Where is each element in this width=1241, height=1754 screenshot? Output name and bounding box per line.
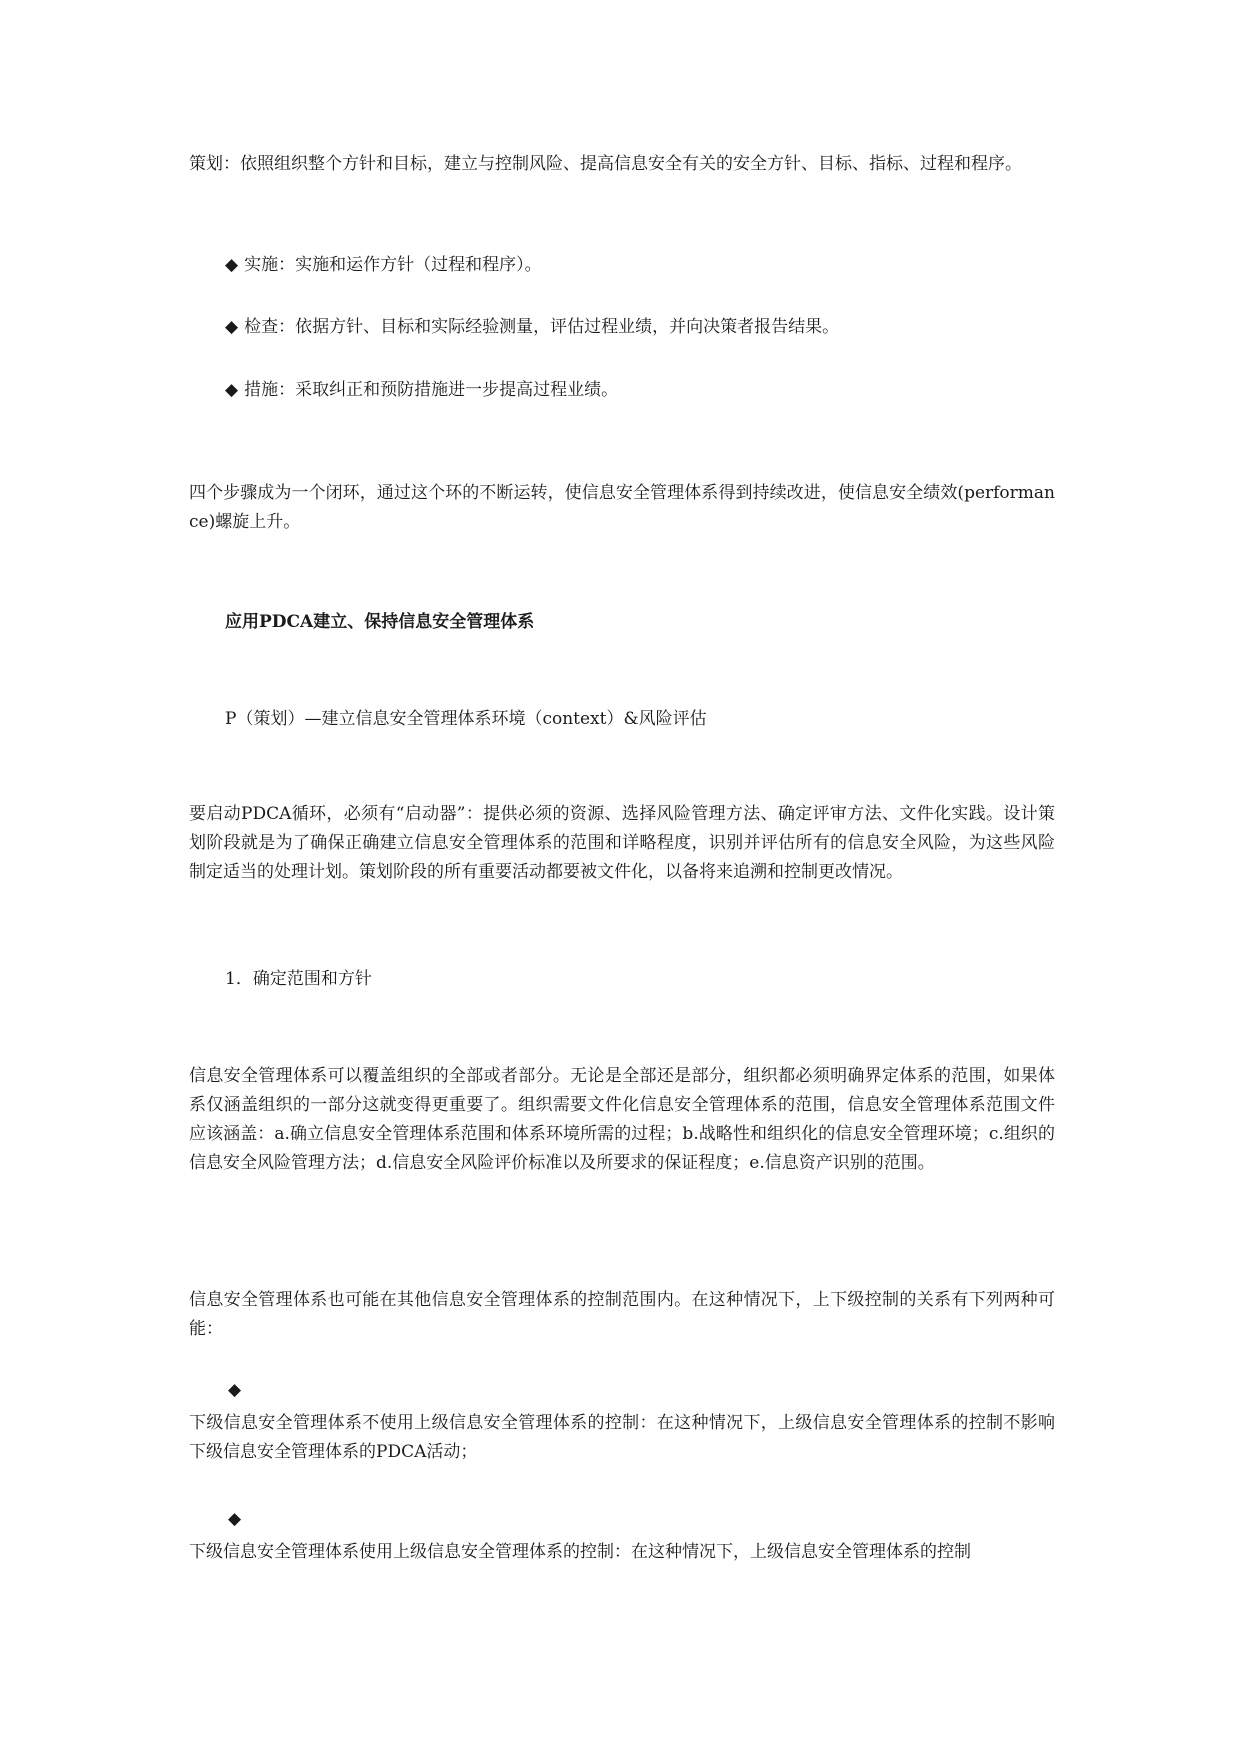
diamond-bullet-icon: ◆ [228, 1380, 242, 1400]
bullet-item-do [225, 251, 1055, 280]
bullet-item-check [225, 313, 1055, 342]
sub-heading: P（策划）—建立信息安全管理体系环境（context）&风险评估 [225, 709, 707, 729]
bullet-text: 实施：实施和运作方针（过程和程序）。 [244, 255, 542, 275]
diamond-bullet-icon: ◆ [225, 317, 239, 337]
numbered-item: 1．确定范围和方针 [225, 969, 372, 989]
diamond-bullet-icon: ◆ [225, 255, 239, 275]
paragraph-scope: 信息安全管理体系可以覆盖组织的全部或者部分。无论是全部还是部分，组织都必须明确界定体系的范围，如果体系仅涵盖组织的一部分这就变得更重要了。组织需要文件化信息安全管理体系的范围，信息安全管理体系范围文件应该涵盖：a.确立信息安全管理体系范围和体系环境所需的过程；b.战略性和组织化的信息安全管理环境；c.组织的信息安全风险管理方法；d.信息安全风险评价标准以及所要求的保证程度；e.信息资产识别的范围。 [189, 1066, 1055, 1173]
bullet-item-act [225, 376, 1055, 405]
paragraph-cycle: 四个步骤成为一个闭环，通过这个环的不断运转，使信息安全管理体系得到持续改进，使信息安全绩效(performance)螺旋上升。 [189, 483, 1055, 532]
diamond-bullet-icon: ◆ [228, 1509, 242, 1529]
diamond-bullet-icon: ◆ [225, 380, 239, 400]
paragraph-plan: 策划：依照组织整个方针和目标，建立与控制风险、提高信息安全有关的安全方针、目标、指标、过程和程序。 [189, 154, 1022, 174]
bullet-text: 检查：依据方针、目标和实际经验测量，评估过程业绩，并向决策者报告结果。 [244, 317, 840, 337]
paragraph-hierarchy: 信息安全管理体系也可能在其他信息安全管理体系的控制范围内。在这种情况下，上下级控制的关系有下列两种可能： [189, 1290, 1055, 1339]
bullet-text: 措施：采取纠正和预防措施进一步提高过程业绩。 [244, 380, 619, 400]
paragraph-use-control: 下级信息安全管理体系使用上级信息安全管理体系的控制：在这种情况下，上级信息安全管理体系的控制 [189, 1542, 971, 1562]
paragraph-start-pdca: 要启动PDCA循环，必须有“启动器”：提供必须的资源、选择风险管理方法、确定评审方法、文件化实践。设计策划阶段就是为了确保正确建立信息安全管理体系的范围和详略程度，识别并评估所有的信息安全风险，为这些风险制定适当的处理计划。策划阶段的所有重要活动都要被文件化，以备将来追溯和控制更改情况。 [189, 804, 1055, 882]
section-heading: 应用PDCA建立、保持信息安全管理体系 [225, 612, 535, 632]
paragraph-no-control: 下级信息安全管理体系不使用上级信息安全管理体系的控制：在这种情况下，上级信息安全管理体系的控制不影响下级信息安全管理体系的PDCA活动； [189, 1413, 1055, 1462]
